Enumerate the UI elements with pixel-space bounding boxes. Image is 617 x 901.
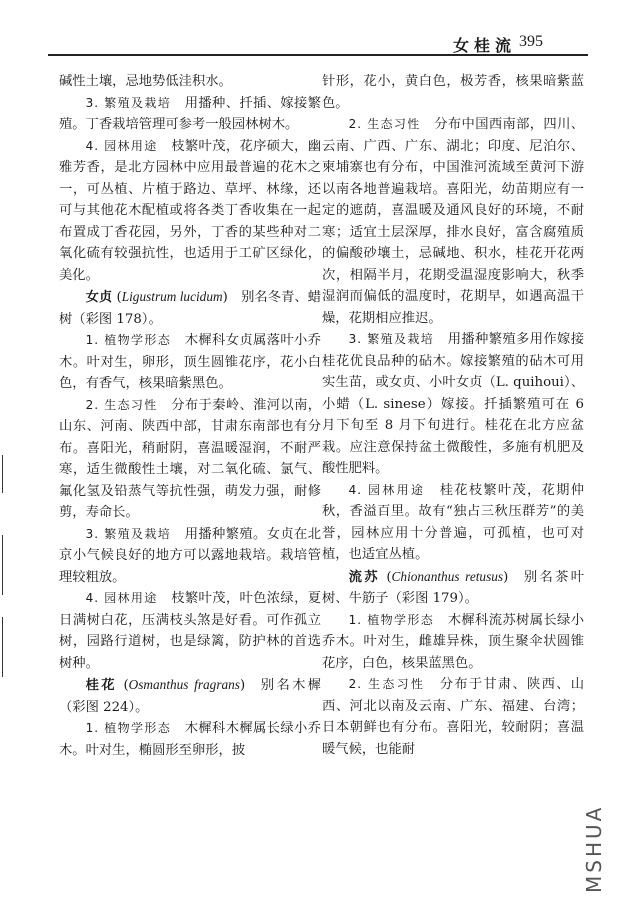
paragraph: 桂花 (Osmanthus fragrans) 别名木樨（彩图 224）。 xyxy=(59,677,322,715)
paragraph-text: 枝繁叶茂，叶色浓绿，夏日满树白花，压满枝头煞是好看。可作孤立树，园路行道树，也是绿篱，防护林的首选树种。 xyxy=(59,591,322,671)
latin-name: Osmanthus fragrans xyxy=(128,677,240,692)
paragraph xyxy=(59,71,321,93)
paragraph-text: 用播种繁殖。女贞在北京小气候良好的地方可以露地栽培。栽培管理较粗放。 xyxy=(59,526,321,585)
margin-mark xyxy=(2,535,3,595)
paragraph xyxy=(59,395,321,524)
paragraph xyxy=(322,71,584,114)
paragraph-text: 分布于甘肃、陕西、山西、河北以南及云南、广东、福建、台湾；日本朝鲜也有分布。喜阳光，较耐阴；喜温暖气候，也能耐 xyxy=(322,677,585,757)
paragraph-text: 针形，花小，黄白色，极芳香，核果暗紫蓝色。 xyxy=(322,74,584,111)
paragraph-text: 别名木樨（彩图 224）。 xyxy=(59,678,322,715)
page-header xyxy=(0,0,617,60)
latin-name: Chionanthus retusus xyxy=(391,568,504,584)
section-heading: 1. 植物学形态 xyxy=(85,333,172,347)
header-rule xyxy=(48,54,588,56)
species-name: 桂花 xyxy=(85,678,117,693)
paragraph-text: 别名冬青、蜡树（彩图 178）。 xyxy=(59,290,322,327)
paragraph xyxy=(322,610,584,675)
paragraph-text: 枝繁叶茂，花序硕大，幽雅芳香，是北方园林中应用最普遍的花木之一，可丛植、片植于路边、草坪、林缘，还可与其他花木配植或将各类丁香收集在一起布置成丁香花园，另外，丁香的某些种对二氧化硫有较强抗性，也适用于工矿区绿化，美化。 xyxy=(59,138,322,283)
paragraph: 流苏 (Chionanthus retusus) 别名茶叶树、牛筋子（彩图 179）。 xyxy=(322,568,585,606)
watermark: MSHUA xyxy=(582,804,606,893)
section-heading: 4. 园林用途 xyxy=(85,591,158,605)
section-heading: 4. 园林用途 xyxy=(348,482,426,497)
section-heading: 2. 生态习性 xyxy=(348,117,421,131)
paragraph-text: 木樨科木樨属长绿小乔木。叶对生，椭圆形至卵形，披 xyxy=(59,721,321,758)
running-title: 女桂流 xyxy=(453,36,517,55)
paragraph xyxy=(322,329,584,480)
paragraph-text: 分布于秦岭、淮河以南，山东、河南、陕西中部，甘肃东南部也有分布。喜阳光，稍耐阴，喜温暖湿润，不耐严寒，适生微酸性土壤，对二氧化硫、氯气、氟化氢及铅蒸气等抗性强，萌发力强，耐修剪，寿命长。 xyxy=(59,397,322,520)
paragraph xyxy=(322,480,584,566)
left-column xyxy=(59,71,321,761)
paragraph: 女贞 (Ligustrum lucidum) 别名冬青、蜡树（彩图 178）。 xyxy=(59,289,322,327)
section-heading: 1. 植物学形态 xyxy=(85,721,172,735)
right-column xyxy=(322,71,584,760)
section-heading: 3. 繁殖及栽培 xyxy=(85,95,172,110)
paragraph xyxy=(59,718,321,761)
paragraph xyxy=(322,674,584,760)
paragraph xyxy=(59,136,321,287)
section-heading: 3. 繁殖及栽培 xyxy=(348,332,435,346)
paragraph xyxy=(322,114,584,329)
section-heading: 2. 生态习性 xyxy=(348,677,426,691)
paragraph-text: 木樨科女贞属落叶小乔木。叶对生，卵形，顶生圆锥花序，花小白色，有香气，核果暗紫黑色。 xyxy=(59,333,321,391)
species-name: 女贞 xyxy=(85,290,113,305)
section-heading: 3. 繁殖及栽培 xyxy=(85,526,172,541)
paragraph-text: 碱性土壤，忌地势低洼积水。 xyxy=(59,74,232,89)
paragraph xyxy=(59,588,321,674)
paragraph-text: 木樨科流苏树属长绿小乔木。叶对生，雌雄异株，顶生聚伞状圆锥花序，白色，核果蓝黑色。 xyxy=(322,612,584,671)
paragraph-text: 用播种繁殖多用作嫁接桂花优良品种的砧木。嫁接繁殖的砧木可用实生苗，或女贞、小叶女贞（L. quihoui）、小蜡（L. sinese）嫁接。扦插繁殖可在 6 月下旬至 8 月下旬进行。桂花在北方应盆栽。应注意保持盆土微酸性，多施有机肥及酸性肥料。 xyxy=(322,332,584,476)
margin-mark xyxy=(2,617,3,677)
paragraph xyxy=(59,524,321,589)
paragraph-text: 分布中国西南部，四川、云南、广西、广东、湖北；印度、尼泊尔、柬埔寨也有分布，中国淮河流域至黄河下游以南各地普遍栽培。喜阳光，幼苗期应有一定的遮荫，喜温暖及通风良好的环境，不耐寒；适宜土层深厚，排水良好，富含腐殖质的偏酸砂壤土，忌碱地、积水，桂花开花两次，相隔半月，花期受温湿度影响大，秋季湿润而偏低的温度时，花期早，如遇高温干燥，花期相应推迟。 xyxy=(322,117,585,326)
paragraph-text: 用播种、扦插、嫁接繁殖。丁香栽培管理可参考一般园林树木。 xyxy=(59,95,321,132)
paragraph xyxy=(59,93,321,136)
species-name: 流苏 xyxy=(348,569,380,585)
paragraph-text: 别名茶叶树、牛筋子（彩图 179）。 xyxy=(322,569,585,606)
paragraph xyxy=(59,330,321,395)
page-number: 395 xyxy=(519,33,543,50)
latin-name: Ligustrum lucidum xyxy=(121,289,223,304)
section-heading: 1. 植物学形态 xyxy=(348,612,435,627)
section-heading: 2. 生态习性 xyxy=(85,397,158,412)
margin-mark xyxy=(2,455,3,493)
paragraph-text: 桂花枝繁叶茂，花期仲秋，香溢百里。故有“独占三秋压群芳”的美誉，园林应用十分普遍，可孤植，也可对植，也适宜丛植。 xyxy=(322,482,585,562)
section-heading: 4. 园林用途 xyxy=(85,138,158,153)
